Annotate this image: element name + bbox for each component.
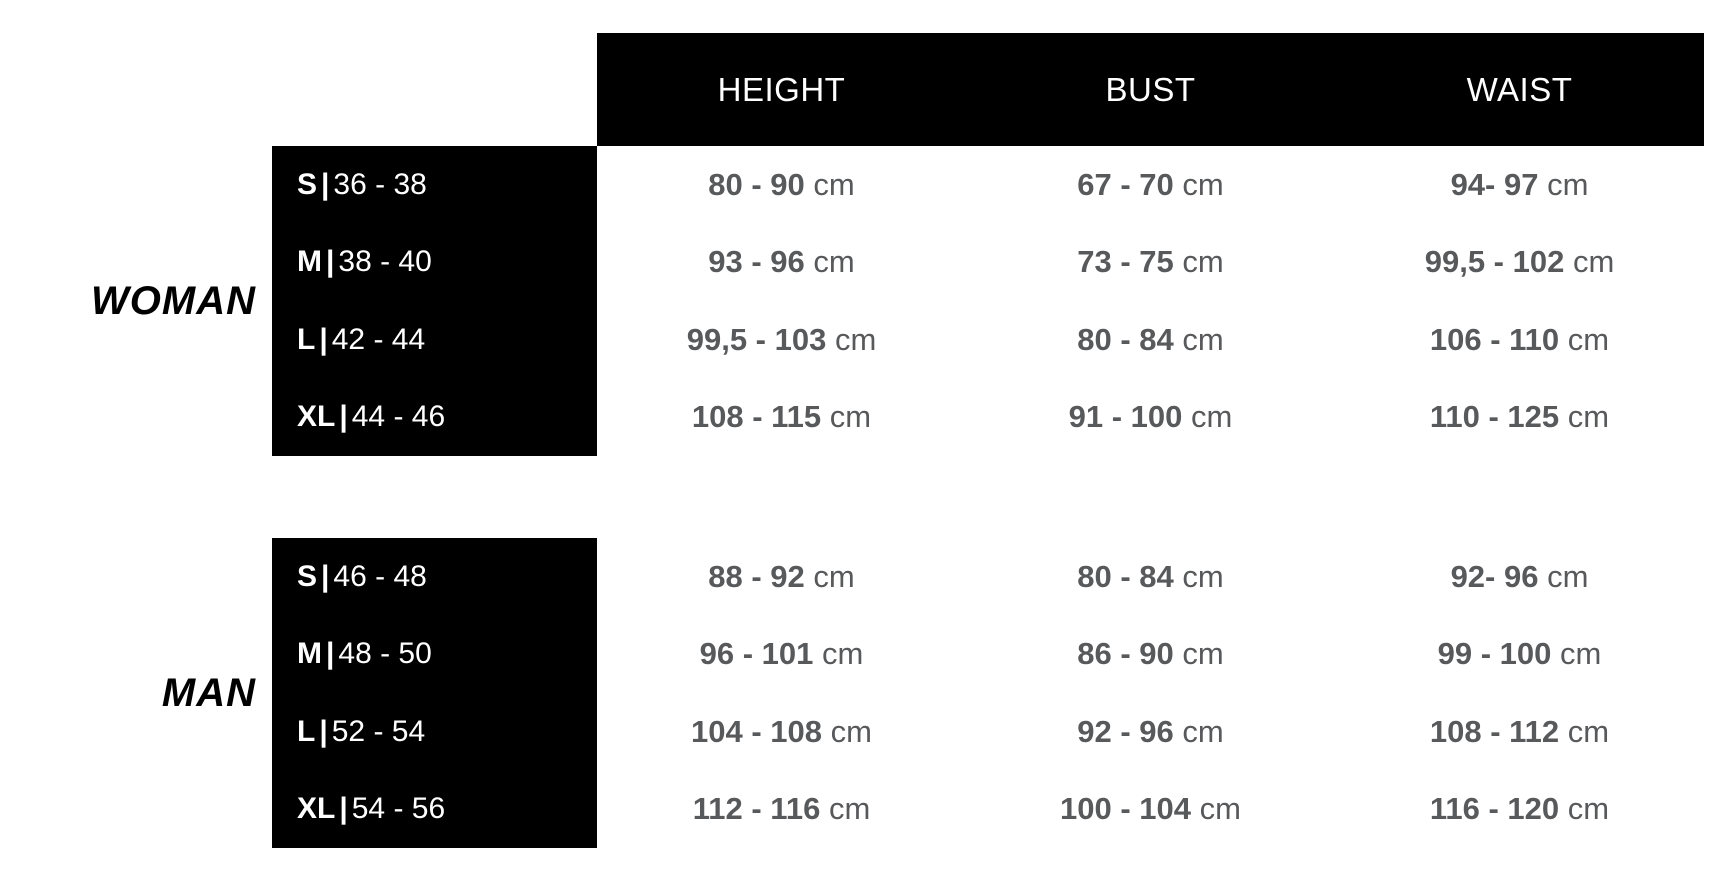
unit-label: cm	[1567, 321, 1610, 357]
height-value: 93 - 96	[708, 244, 805, 280]
unit-label: cm	[829, 399, 872, 435]
table-row	[272, 538, 1704, 616]
eu-size: 48 - 50	[338, 637, 432, 671]
height-cell	[597, 791, 966, 827]
bust-value: 80 - 84	[1077, 558, 1174, 594]
waist-value: 92- 96	[1450, 558, 1539, 594]
size-separator: |	[326, 245, 335, 279]
group-label-woman: WOMAN	[91, 278, 256, 323]
waist-cell	[1335, 791, 1704, 827]
waist-value: 110 - 125	[1429, 399, 1560, 435]
size-label: L	[297, 322, 316, 356]
bust-value: 86 - 90	[1077, 636, 1174, 672]
size-separator: |	[339, 400, 348, 434]
waist-cell	[1335, 167, 1704, 203]
size-cell	[272, 168, 597, 202]
bust-value: 100 - 104	[1060, 791, 1192, 827]
waist-cell	[1335, 244, 1704, 280]
unit-label: cm	[834, 321, 877, 357]
bust-cell	[966, 244, 1335, 280]
height-value: 96 - 101	[699, 636, 814, 672]
unit-label: cm	[1572, 244, 1615, 280]
column-header-height: HEIGHT	[717, 70, 846, 108]
eu-size: 52 - 54	[331, 714, 426, 748]
unit-label: cm	[1182, 636, 1224, 672]
height-cell	[597, 244, 966, 280]
size-label: M	[297, 637, 322, 671]
eu-size: 54 - 56	[351, 792, 446, 826]
height-cell	[597, 399, 966, 435]
section-man	[0, 538, 1711, 848]
height-cell	[597, 559, 966, 595]
unit-label: cm	[1182, 321, 1224, 357]
unit-label: cm	[1567, 791, 1610, 827]
waist-value: 106 - 110	[1429, 321, 1560, 357]
size-cell	[272, 792, 597, 826]
header-row	[597, 33, 1704, 146]
waist-cell	[1335, 559, 1704, 595]
eu-size: 44 - 46	[351, 400, 446, 434]
bust-value: 80 - 84	[1077, 321, 1174, 357]
size-cell	[272, 245, 597, 279]
waist-cell	[1335, 399, 1704, 435]
size-cell	[272, 715, 597, 749]
group-label-man: MAN	[161, 670, 256, 715]
size-label: L	[297, 714, 316, 748]
height-cell	[597, 636, 966, 672]
bust-cell	[966, 167, 1335, 203]
height-value: 99,5 - 103	[686, 321, 827, 357]
eu-size: 42 - 44	[331, 322, 426, 356]
waist-value: 116 - 120	[1429, 791, 1560, 827]
height-cell	[597, 167, 966, 203]
rows-man	[272, 538, 1704, 848]
bust-cell	[966, 714, 1335, 750]
unit-label: cm	[813, 166, 855, 202]
waist-value: 108 - 112	[1429, 713, 1560, 749]
bust-value: 67 - 70	[1077, 166, 1174, 202]
size-separator: |	[326, 637, 335, 671]
size-label: XL	[297, 400, 336, 434]
size-separator: |	[321, 559, 330, 593]
height-value: 80 - 90	[708, 166, 805, 202]
unit-label: cm	[1182, 166, 1224, 202]
rows-woman	[272, 146, 1704, 456]
table-row	[272, 146, 1704, 224]
size-label: S	[297, 559, 318, 593]
unit-label: cm	[1182, 558, 1224, 594]
bust-cell	[966, 791, 1335, 827]
bust-cell	[966, 559, 1335, 595]
height-value: 88 - 92	[708, 558, 805, 594]
size-cell	[272, 560, 597, 594]
eu-size: 36 - 38	[333, 167, 427, 201]
waist-cell	[1335, 636, 1704, 672]
size-label: XL	[297, 792, 336, 826]
waist-value: 99,5 - 102	[1424, 244, 1565, 280]
unit-label: cm	[822, 636, 864, 672]
table-row	[272, 301, 1704, 379]
height-cell	[597, 322, 966, 358]
section-woman	[0, 146, 1711, 456]
size-cell	[272, 400, 597, 434]
unit-label: cm	[1567, 399, 1610, 435]
unit-label: cm	[1547, 558, 1589, 594]
unit-label: cm	[1182, 244, 1224, 280]
unit-label: cm	[1182, 713, 1224, 749]
unit-label: cm	[813, 244, 855, 280]
bust-cell	[966, 399, 1335, 435]
size-separator: |	[319, 322, 328, 356]
unit-label: cm	[1560, 636, 1602, 672]
height-cell	[597, 714, 966, 750]
unit-label: cm	[828, 791, 871, 827]
table-row	[272, 224, 1704, 302]
size-separator: |	[321, 167, 330, 201]
unit-label: cm	[813, 558, 855, 594]
height-value: 108 - 115	[691, 399, 822, 435]
unit-label: cm	[830, 713, 872, 749]
bust-cell	[966, 322, 1335, 358]
bust-value: 92 - 96	[1077, 713, 1174, 749]
unit-label: cm	[1567, 713, 1610, 749]
eu-size: 38 - 40	[338, 245, 432, 279]
size-label: S	[297, 167, 318, 201]
unit-label: cm	[1547, 166, 1589, 202]
size-cell	[272, 323, 597, 357]
table-row	[272, 616, 1704, 694]
size-cell	[272, 637, 597, 671]
waist-value: 94- 97	[1450, 166, 1539, 202]
column-header-bust: BUST	[1105, 70, 1196, 108]
bust-value: 91 - 100	[1068, 399, 1183, 435]
height-value: 104 - 108	[691, 713, 823, 749]
waist-cell	[1335, 714, 1704, 750]
size-separator: |	[319, 714, 328, 748]
bust-value: 73 - 75	[1077, 244, 1174, 280]
height-value: 112 - 116	[692, 791, 821, 827]
table-row	[272, 771, 1704, 849]
table-row	[272, 693, 1704, 771]
eu-size: 46 - 48	[333, 559, 427, 593]
column-header-waist: WAIST	[1466, 70, 1573, 108]
unit-label: cm	[1199, 791, 1241, 827]
bust-cell	[966, 636, 1335, 672]
waist-cell	[1335, 322, 1704, 358]
size-label: M	[297, 245, 322, 279]
waist-value: 99 - 100	[1437, 636, 1552, 672]
table-row	[272, 379, 1704, 457]
size-separator: |	[339, 792, 348, 826]
unit-label: cm	[1191, 399, 1233, 435]
